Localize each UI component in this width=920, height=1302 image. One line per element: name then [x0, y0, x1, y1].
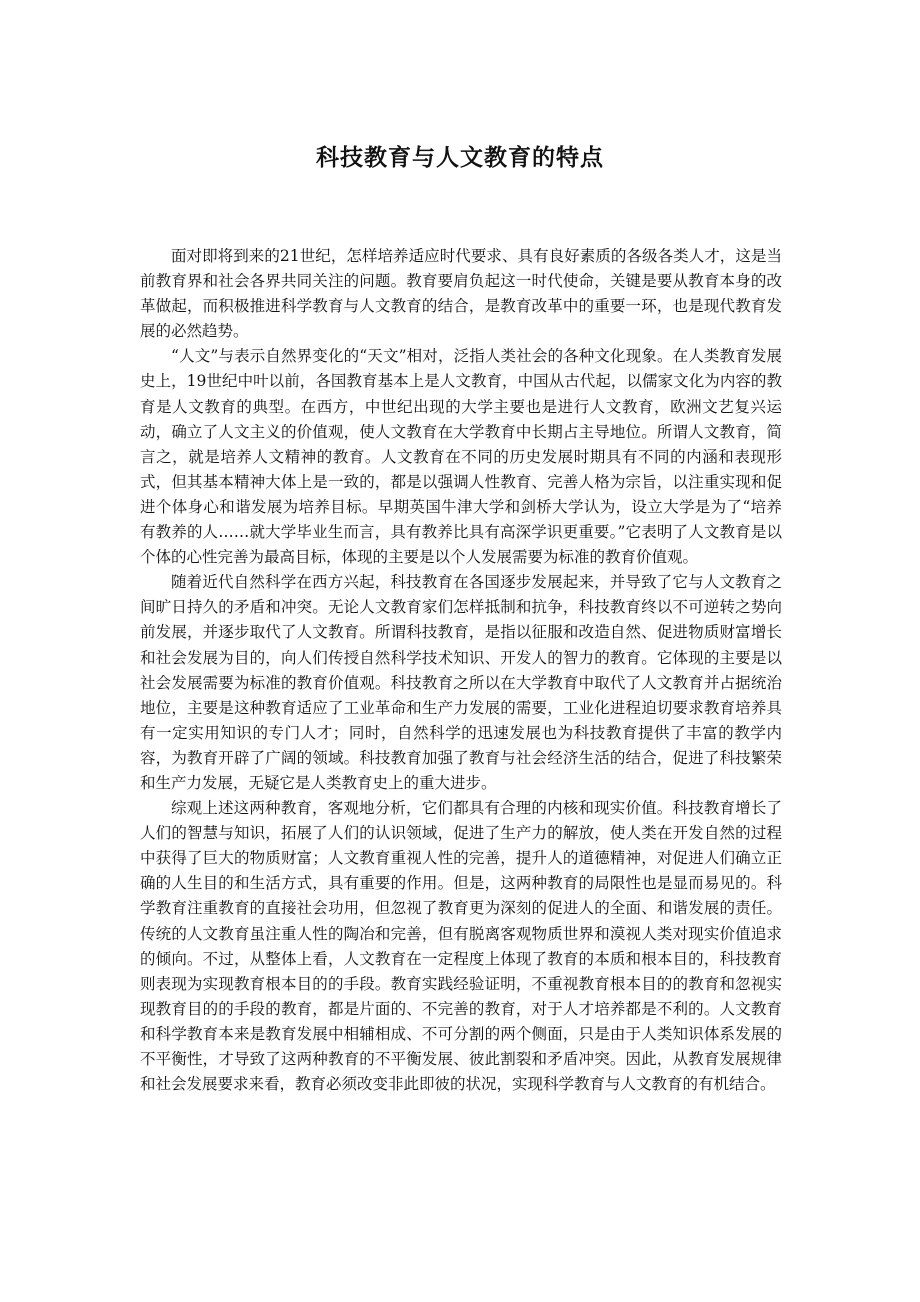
paragraph-2: “人文”与表示自然界变化的“天文”相对，泛指人类社会的各种文化现象。在人类教育发展史上，19世纪中叶以前，各国教育基本上是人文教育，中国从古代起，以儒家文化为内容的教育是人文教育的典型。在西方，中世纪出现的大学主要也是进行人文教育，欧洲文艺复兴运动，确立了人文主义的价值观，使人文教育在大学教育中长期占主导地位。所谓人文教育，简言之，就是培养人文精神的教育。人文教育在不同的历史发展时期具有不同的内涵和表现形式，但其基本精神大体上是一致的，都是以强调人性教育、完善人格为宗旨，以注重实现和促进个体身心和谐发展为培养目标。早期英国牛津大学和剑桥大学认为，设立大学是为了“培养有教养的人……就大学毕业生而言，具有教养比具有高深学识更重要。”它表明了人文教育是以个体的心性完善为最高目标，体现的主要是以个人发展需要为标准的教育价值观。 — [140, 347, 782, 567]
paragraph-3: 随着近代自然科学在西方兴起，科技教育在各国逐步发展起来，并导致了它与人文教育之间旷日持久的矛盾和冲突。无论人文教育家们怎样抵制和抗争，科技教育终以不可逆转之势向前发展，并逐步取代了人文教育。所谓科技教育，是指以征服和改造自然、促进物质财富增长和社会发展为目的，向人们传授自然科学技术知识、开发人的智力的教育。它体现的主要是以社会发展需要为标准的教育价值观。科技教育之所以在大学教育中取代了人文教育并占据统治地位，主要是这种教育适应了工业革命和生产力发展的需要，工业化进程迫切要求教育培养具有一定实用知识的专门人才；同时，自然科学的迅速发展也为科技教育提供了丰富的教学内容，为教育开辟了广阔的领域。科技教育加强了教育与社会经济生活的结合，促进了科技繁荣和生产力发展，无疑它是人类教育史上的重大进步。 — [140, 573, 782, 792]
paragraph-4: 综观上述这两种教育，客观地分析，它们都具有合理的内核和现实价值。科技教育增长了人们的智慧与知识，拓展了人们的认识领域，促进了生产力的解放，使人类在开发自然的过程中获得了巨大的物质财富；人文教育重视人性的完善，提升人的道德精神，对促进人们确立正确的人生目的和生活方式，具有重要的作用。但是，这两种教育的局限性也是显而易见的。科学教育注重教育的直接社会功用，但忽视了教育更为深刻的促进人的全面、和谐发展的责任。传统的人文教育虽注重人性的陶冶和完善，但有脱离客观物质世界和漠视人类对现实价值追求的倾向。不过，从整体上看，人文教育在一定程度上体现了教育的本质和根本目的，科技教育则表现为实现教育根本目的的手段。教育实践经验证明，不重视教育根本目的的教育和忽视实现教育目的的手段的教育，都是片面的、不完善的教育，对于人才培养都是不利的。人文教育和科学教育本来是教育发展中相辅相成、不可分割的两个侧面，只是由于人类知识体系发展的不平衡性，才导致了这两种教育的不平衡发展、彼此割裂和矛盾冲突。因此，从教育发展规律和社会发展要求来看，教育必须改变非此即彼的状况，实现科学教育与人文教育的有机结合。 — [140, 799, 782, 1094]
document-body — [140, 244, 782, 1097]
document-title: 科技教育与人文教育的特点 — [316, 144, 604, 171]
paragraph-1: 面对即将到来的21世纪，怎样培养适应时代要求、具有良好素质的各级各类人才，这是当前教育界和社会各界共同关注的问题。教育要肩负起这一时代使命，关键是要从教育本身的改革做起，而积极推进科学教育与人文教育的结合，是教育改革中的重要一环，也是现代教育发展的必然趋势。 — [140, 247, 782, 341]
